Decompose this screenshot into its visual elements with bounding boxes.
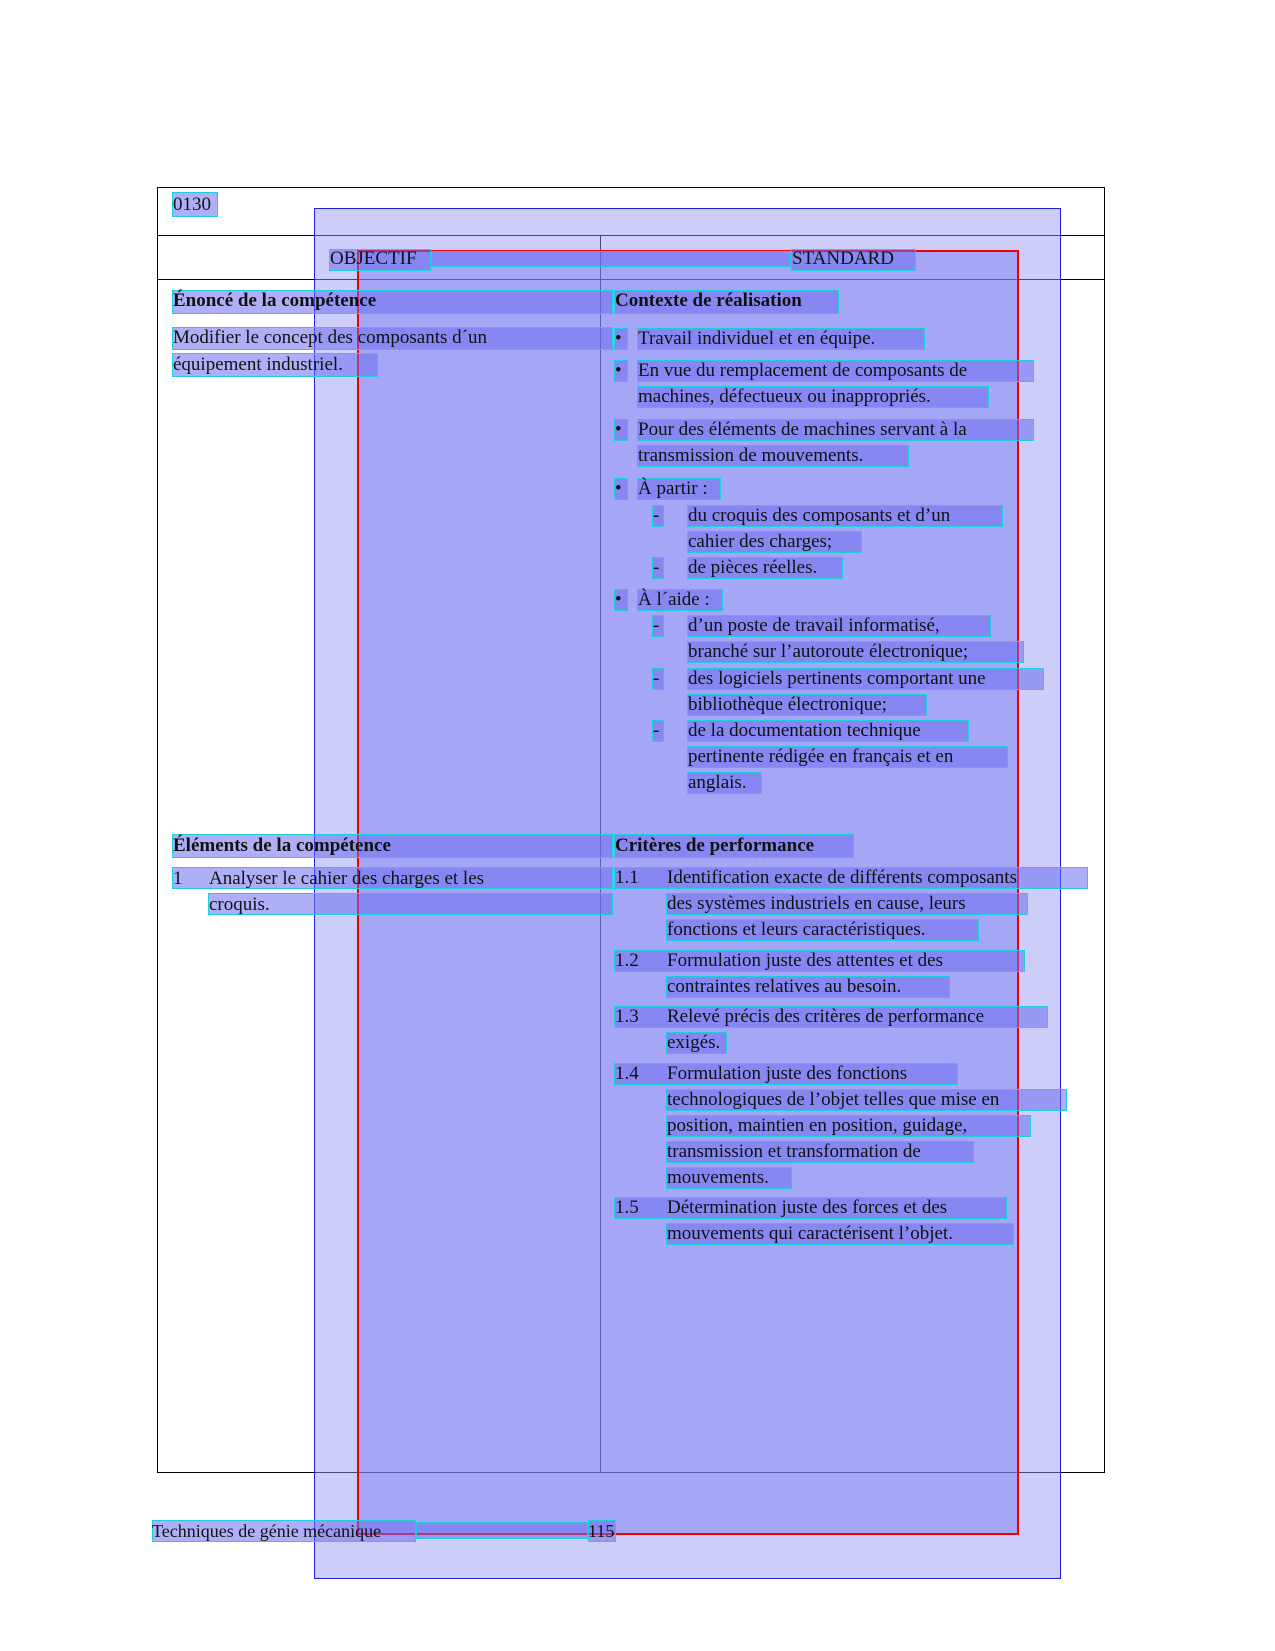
context-line: En vue du remplacement de composants de [638,360,968,381]
criterion-number: 1.5 [615,1197,639,1218]
criterion-line: Formulation juste des fonctions [667,1063,908,1084]
context-sub-line: branché sur l’autoroute électronique; [688,641,969,662]
criterion-line: contraintes relatives au besoin. [667,976,902,997]
footer-page-number: 115 [588,1521,615,1541]
bullet-glyph: • [615,478,622,499]
criterion-line: mouvements qui caractérisent l’objet. [667,1223,953,1244]
enonce-line: équipement industriel. [173,354,343,375]
sub-bullet-glyph: - [653,557,660,578]
criterion-line: des systèmes industriels en cause, leurs [667,893,966,914]
footer-program: Techniques de génie mécanique [152,1521,382,1541]
sub-bullet-glyph: - [653,720,660,741]
criterion-number: 1.1 [615,867,639,888]
context-sub-line: anglais. [688,772,747,793]
bullet-glyph: • [615,328,622,349]
context-line: machines, défectueux ou inappropriés. [638,386,931,407]
contexte-heading: Contexte de réalisation [615,290,802,311]
enonce-line: Modifier le concept des composants d´un [173,327,487,348]
criterion-line: exigés. [667,1032,721,1053]
context-sub-line: du croquis des composants et d’un [688,505,951,526]
context-line: Travail individuel et en équipe. [638,328,876,349]
context-sub-line: pertinente rédigée en français et en [688,746,954,767]
highlight-box [431,251,791,267]
column-header-standard: STANDARD [792,248,894,269]
context-sub-line: de la documentation technique [688,720,921,741]
context-sub-line: des logiciels pertinents comportant une [688,668,986,689]
column-header-objectif: OBJECTIF [330,248,417,269]
context-sub-line: de pièces réelles. [688,557,818,578]
element-line: croquis. [209,894,270,915]
enonce-heading: Énoncé de la compétence [173,290,377,311]
criterion-line: transmission et transformation de [667,1141,921,1162]
elements-heading: Éléments de la compétence [173,835,391,856]
criterion-line: position, maintien en position, guidage, [667,1115,968,1136]
sub-bullet-glyph: - [653,668,660,689]
criteres-heading: Critères de performance [615,835,815,856]
sub-bullet-glyph: - [653,615,660,636]
course-code: 0130 [173,194,211,215]
context-line: Pour des éléments de machines servant à la [638,419,967,440]
context-line: À partir : [638,478,708,499]
context-sub-line: bibliothèque électronique; [688,694,887,715]
context-line: À l´aide : [638,589,710,610]
criterion-line: Relevé précis des critères de performance [667,1006,985,1027]
criterion-number: 1.2 [615,950,639,971]
context-sub-line: cahier des charges; [688,531,833,552]
criterion-line: Identification exacte de différents composants [667,867,1017,888]
element-number: 1 [173,868,183,889]
criterion-line: fonctions et leurs caractéristiques. [667,919,926,940]
bullet-glyph: • [615,360,622,381]
element-line: Analyser le cahier des charges et les [209,868,485,889]
highlight-box [416,1522,588,1539]
criterion-number: 1.3 [615,1006,639,1027]
context-sub-line: d’un poste de travail informatisé, [688,615,940,636]
sub-bullet-glyph: - [653,505,660,526]
criterion-line: Détermination juste des forces et des [667,1197,948,1218]
bullet-glyph: • [615,419,622,440]
criterion-number: 1.4 [615,1063,639,1084]
criterion-line: Formulation juste des attentes et des [667,950,943,971]
context-line: transmission de mouvements. [638,445,864,466]
criterion-line: mouvements. [667,1167,769,1188]
criterion-line: technologiques de l’objet telles que mise en [667,1089,1000,1110]
bullet-glyph: • [615,589,622,610]
